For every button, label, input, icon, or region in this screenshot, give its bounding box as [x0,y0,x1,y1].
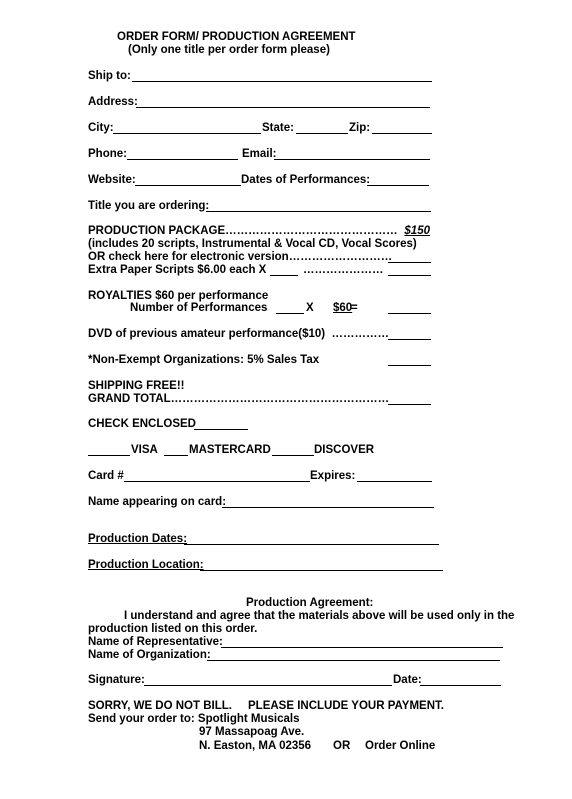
city-field[interactable] [113,133,261,134]
equals-sign: = [351,302,358,314]
address-label: Address: [88,96,138,108]
production-package-label: PRODUCTION PACKAGE……………………………………… [88,225,398,237]
name-on-card-field[interactable] [222,507,434,508]
production-dates-label: Production Dates: [88,533,188,545]
date-label: Date: [393,674,422,686]
form-subtitle: (Only one title per order form please) [128,44,330,56]
dvd-total-field[interactable] [388,339,431,340]
order-online-text: Order Online [365,740,436,752]
agreement-heading: Production Agreement: [246,597,374,609]
shipping-label: SHIPPING FREE!! [88,380,185,392]
production-location-label: Production Location: [88,559,204,571]
discover-field[interactable] [272,455,314,456]
royalty-rate: $60 [333,302,353,314]
production-location-field[interactable] [200,570,443,571]
extra-scripts-label: Extra Paper Scripts $6.00 each X [88,264,267,276]
electronic-version-label: OR check here for electronic version……………………… [88,251,393,263]
address-field[interactable] [136,107,430,108]
address-street: 97 Massapoag Ave. [199,726,305,738]
package-includes-text: (includes 20 scripts, Instrumental & Vocal CD, Vocal Scores) [88,238,417,250]
extra-scripts-qty-field[interactable] [270,275,298,276]
dates-of-performances-field[interactable] [367,185,429,186]
visa-field[interactable] [88,455,130,456]
dvd-label: DVD of previous amateur performance($10) …………… [88,328,389,340]
state-field[interactable] [296,133,348,134]
email-label: Email: [242,148,277,160]
discover-label: DISCOVER [314,444,375,456]
mastercard-field[interactable] [164,455,188,456]
website-field[interactable] [135,185,241,186]
electronic-version-field[interactable] [388,262,431,263]
phone-field[interactable] [127,159,238,160]
email-field[interactable] [274,159,430,160]
zip-label: Zip: [349,122,371,134]
city-label: City: [88,122,114,134]
state-label: State: [262,122,294,134]
grand-total-field[interactable] [388,404,431,405]
check-enclosed-field[interactable] [194,429,248,430]
ship-to-label: Ship to: [88,70,131,82]
dates-of-performances-label: Dates of Performances: [241,174,371,186]
extra-scripts-dots: ………………… [303,264,384,276]
extra-scripts-total-field[interactable] [388,275,431,276]
check-enclosed-label: CHECK ENCLOSED [88,418,196,430]
send-order-to: Send your order to: Spotlight Musicals [88,713,300,725]
include-payment-notice: PLEASE INCLUDE YOUR PAYMENT. [248,700,444,712]
website-label: Website: [88,174,136,186]
representative-label: Name of Representative: [88,636,223,648]
organization-label: Name of Organization: [88,649,211,661]
no-billing-notice: SORRY, WE DO NOT BILL. [88,700,232,712]
or-text: OR [333,740,351,752]
signature-label: Signature: [88,674,145,686]
number-of-performances-label: Number of Performances [130,302,268,314]
agreement-line-2: production listed on this order. [88,623,258,635]
card-number-label: Card # [88,470,124,482]
organization-field[interactable] [207,660,500,661]
form-title: ORDER FORM/ PRODUCTION AGREEMENT [117,31,356,43]
name-on-card-label: Name appearing on card: [88,496,227,508]
address-city: N. Easton, MA 02356 [199,740,312,752]
production-package-price: $150 [404,225,430,237]
date-field[interactable] [420,685,501,686]
expires-field[interactable] [357,481,432,482]
sales-tax-label: *Non-Exempt Organizations: 5% Sales Tax [88,354,320,366]
mastercard-label: MASTERCARD [189,444,271,456]
ship-to-field[interactable] [132,81,432,82]
visa-label: VISA [131,444,158,456]
number-of-performances-field[interactable] [276,313,304,314]
title-ordering-field[interactable] [206,211,431,212]
royalties-label: ROYALTIES $60 per performance [88,290,269,302]
sales-tax-field[interactable] [388,365,431,366]
royalties-total-field[interactable] [388,313,431,314]
representative-field[interactable] [221,647,503,648]
multiply-sign: X [306,302,314,314]
agreement-line-1: I understand and agree that the materials above will be used only in the [124,610,515,622]
zip-field[interactable] [372,133,432,134]
production-dates-field[interactable] [184,544,439,545]
grand-total-label: GRAND TOTAL………………………………………………… [88,393,390,405]
title-ordering-label: Title you are ordering: [88,200,210,212]
card-number-field[interactable] [124,481,310,482]
phone-label: Phone: [88,148,127,160]
expires-label: Expires: [310,470,356,482]
signature-field[interactable] [144,685,392,686]
